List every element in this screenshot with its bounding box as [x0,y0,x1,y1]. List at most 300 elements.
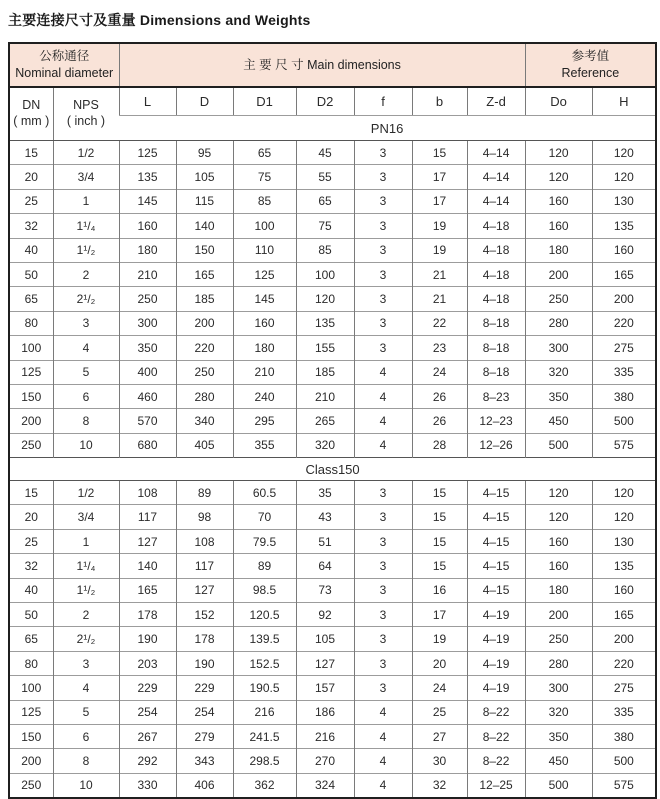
table-cell: 250 [525,287,592,311]
table-cell: 4 [354,749,412,773]
table-cell: 3/4 [53,165,119,189]
table-cell: 65 [9,627,53,651]
table-cell: 265 [296,409,354,433]
table-cell: 200 [176,311,233,335]
table-cell: 100 [9,676,53,700]
table-cell: 15 [412,481,467,505]
table-cell: 3 [354,238,412,262]
table-cell: 160 [525,529,592,553]
table-cell: 19 [412,214,467,238]
table-cell: 295 [233,409,296,433]
table-cell: 450 [525,749,592,773]
table-cell: 130 [592,529,656,553]
table-row [9,505,656,529]
table-cell: 4–19 [467,603,525,627]
table-cell: 21 [412,287,467,311]
col-header-nps-unit-label: NPS [73,98,99,113]
col-header-H: H [592,87,656,116]
table-row [9,165,656,189]
col-header-dn [9,87,53,141]
table-cell: 180 [233,336,296,360]
header-reference-zh: 参考值 [571,49,610,64]
table-cell: 3 [354,578,412,602]
table-cell: 3 [354,214,412,238]
table-cell: 180 [525,578,592,602]
table-row [9,287,656,311]
table-cell: 160 [525,189,592,213]
header-reference [525,43,656,87]
table-cell: 32 [412,773,467,798]
table-cell: 165 [176,262,233,286]
table-cell: 125 [9,700,53,724]
col-header-nps [53,87,119,141]
table-cell: 3 [354,165,412,189]
table-cell: 25 [412,700,467,724]
table-cell: 117 [119,505,176,529]
table-cell: 240 [233,384,296,408]
table-cell: 120 [525,141,592,165]
table-group-header-row [9,43,656,87]
table-cell: 100 [233,214,296,238]
table-cell: 108 [176,529,233,553]
table-cell: 575 [592,773,656,798]
table-cell: 40 [9,238,53,262]
table-cell: 355 [233,433,296,457]
table-cell: 3 [53,311,119,335]
table-row [9,676,656,700]
table-cell: 405 [176,433,233,457]
table-cell: 350 [525,724,592,748]
table-cell: 4–15 [467,554,525,578]
table-cell: 335 [592,700,656,724]
table-cell: 79.5 [233,529,296,553]
table-cell: 350 [525,384,592,408]
table-cell: 140 [119,554,176,578]
table-row [9,724,656,748]
table-cell: 64 [296,554,354,578]
table-cell: 92 [296,603,354,627]
header-nominal-diameter-en: Nominal diameter [15,66,114,80]
table-cell: 200 [592,287,656,311]
table-cell: 279 [176,724,233,748]
table-cell: 85 [233,189,296,213]
table-cell: 120.5 [233,603,296,627]
table-row [9,409,656,433]
table-cell: 140 [176,214,233,238]
table-cell: 343 [176,749,233,773]
table-cell: 300 [525,336,592,360]
table-cell: 460 [119,384,176,408]
table-cell: 89 [176,481,233,505]
table-cell: 350 [119,336,176,360]
table-cell: 8–18 [467,360,525,384]
table-cell: 3 [354,529,412,553]
table-cell: 400 [119,360,176,384]
table-cell: 3 [354,141,412,165]
dimensions-table [8,42,657,799]
table-cell: 3 [354,481,412,505]
table-cell: 275 [592,336,656,360]
table-cell: 3 [354,189,412,213]
table-cell: 220 [592,651,656,675]
table-cell: 190 [176,651,233,675]
table-cell: 55 [296,165,354,189]
table-cell: 250 [9,433,53,457]
table-cell: 155 [296,336,354,360]
table-cell: 8–18 [467,336,525,360]
col-header-Do: Do [525,87,592,116]
table-cell: 127 [176,578,233,602]
table-cell: 165 [592,603,656,627]
table-cell: 3 [354,505,412,529]
table-cell: 250 [119,287,176,311]
table-cell: 680 [119,433,176,457]
table-cell: 65 [233,141,296,165]
col-header-D: D [176,87,233,116]
col-header-f: f [354,87,412,116]
table-cell: 3 [354,603,412,627]
table-cell: 12–25 [467,773,525,798]
table-cell: 4 [354,409,412,433]
table-cell: 5 [53,700,119,724]
col-header-dn-unit: ( mm ) [13,114,50,128]
table-cell: 32 [9,554,53,578]
table-cell: 200 [525,262,592,286]
table-cell: 4–18 [467,262,525,286]
table-cell: 8–22 [467,700,525,724]
table-cell: 15 [412,141,467,165]
table-cell: 152 [176,603,233,627]
table-cell: 120 [592,481,656,505]
table-cell: 139.5 [233,627,296,651]
table-cell: 3 [354,651,412,675]
table-cell: 185 [296,360,354,384]
table-cell: 3 [354,287,412,311]
table-cell: 17 [412,165,467,189]
table-cell: 250 [9,773,53,798]
table-cell: 250 [525,627,592,651]
table-cell: 3 [354,336,412,360]
table-cell: 6 [53,384,119,408]
table-cell: 40 [9,578,53,602]
table-cell: 125 [9,360,53,384]
table-cell: 4 [354,384,412,408]
table-cell: 95 [176,141,233,165]
table-cell: 280 [525,311,592,335]
table-cell: 24 [412,360,467,384]
table-cell: 150 [9,724,53,748]
table-cell: 10 [53,433,119,457]
table-cell: 210 [233,360,296,384]
table-cell: 19 [412,627,467,651]
table-cell: 17 [412,189,467,213]
table-cell: 575 [592,433,656,457]
table-cell: 120 [525,165,592,189]
table-row [9,141,656,165]
table-cell: 2 [53,262,119,286]
table-cell: 4 [354,724,412,748]
table-cell: 270 [296,749,354,773]
col-header-D2: D2 [296,87,354,116]
table-cell: 241.5 [233,724,296,748]
table-cell: 17 [412,603,467,627]
table-cell: 324 [296,773,354,798]
table-cell: 4–18 [467,214,525,238]
table-cell: 254 [119,700,176,724]
table-cell: 280 [176,384,233,408]
table-cell: 20 [412,651,467,675]
table-cell: 2¹/₂ [53,287,119,311]
table-cell: 120 [296,287,354,311]
table-cell: 150 [9,384,53,408]
table-cell: 10 [53,773,119,798]
table-cell: 50 [9,603,53,627]
table-cell: 65 [9,287,53,311]
table-cell: 135 [296,311,354,335]
table-cell: 220 [176,336,233,360]
table-cell: 120 [592,141,656,165]
table-cell: 380 [592,384,656,408]
table-cell: 330 [119,773,176,798]
table-cell: 70 [233,505,296,529]
table-cell: 200 [9,409,53,433]
table-cell: 4 [354,360,412,384]
table-column-header-row [9,87,656,116]
table-cell: 19 [412,238,467,262]
table-cell: 80 [9,651,53,675]
table-cell: 160 [592,578,656,602]
table-cell: 110 [233,238,296,262]
table-cell: 190.5 [233,676,296,700]
table-cell: 300 [525,676,592,700]
table-cell: 3 [354,311,412,335]
table-cell: 362 [233,773,296,798]
table-cell: 130 [592,189,656,213]
table-cell: 73 [296,578,354,602]
table-cell: 4–15 [467,529,525,553]
table-row [9,189,656,213]
table-cell: 26 [412,384,467,408]
table-cell: 43 [296,505,354,529]
table-cell: 5 [53,360,119,384]
table-cell: 120 [525,505,592,529]
table-cell: 3 [354,627,412,651]
table-cell: 220 [592,311,656,335]
table-cell: 160 [592,238,656,262]
table-cell: 25 [9,529,53,553]
table-cell: 190 [119,627,176,651]
table-cell: 24 [412,676,467,700]
col-header-dn-unit-label: DN [22,98,41,113]
table-cell: 16 [412,578,467,602]
table-cell: 200 [592,627,656,651]
header-main-dimensions: 主 要 尺 寸 Main dimensions [119,43,525,87]
table-cell: 8–18 [467,311,525,335]
table-cell: 125 [119,141,176,165]
table-cell: 2¹/₂ [53,627,119,651]
table-cell: 85 [296,238,354,262]
table-cell: 4 [53,676,119,700]
table-cell: 8 [53,749,119,773]
table-cell: 500 [525,773,592,798]
table-cell: 298.5 [233,749,296,773]
table-cell: 25 [9,189,53,213]
table-row [9,578,656,602]
table-cell: 320 [296,433,354,457]
table-cell: 4 [354,700,412,724]
table-cell: 4 [354,433,412,457]
col-header-Zd: Z-d [467,87,525,116]
table-cell: 100 [9,336,53,360]
table-cell: 22 [412,311,467,335]
table-cell: 20 [9,505,53,529]
table-cell: 127 [296,651,354,675]
table-row [9,214,656,238]
section-band-class150: Class150 [9,458,656,481]
section-band-row-class150 [9,458,656,481]
table-cell: 60.5 [233,481,296,505]
table-cell: 145 [119,189,176,213]
table-cell: 157 [296,676,354,700]
table-body [9,141,656,799]
table-cell: 4 [354,773,412,798]
table-row [9,529,656,553]
table-row [9,433,656,457]
table-cell: 4 [53,336,119,360]
table-cell: 185 [176,287,233,311]
table-cell: 3/4 [53,505,119,529]
table-cell: 135 [592,554,656,578]
table-cell: 210 [119,262,176,286]
table-cell: 4–15 [467,578,525,602]
table-cell: 4–14 [467,141,525,165]
table-cell: 80 [9,311,53,335]
table-cell: 165 [119,578,176,602]
table-cell: 250 [176,360,233,384]
table-row [9,651,656,675]
table-cell: 4–19 [467,676,525,700]
table-cell: 12–26 [467,433,525,457]
table-row [9,384,656,408]
table-cell: 186 [296,700,354,724]
table-cell: 1 [53,189,119,213]
table-cell: 3 [53,651,119,675]
table-cell: 150 [176,238,233,262]
table-cell: 178 [119,603,176,627]
table-cell: 45 [296,141,354,165]
table-cell: 51 [296,529,354,553]
table-cell: 35 [296,481,354,505]
col-header-nps-unit: ( inch ) [66,114,106,128]
table-cell: 8–22 [467,724,525,748]
table-cell: 120 [592,165,656,189]
table-cell: 3 [354,676,412,700]
table-cell: 120 [525,481,592,505]
table-cell: 100 [296,262,354,286]
table-cell: 12–23 [467,409,525,433]
table-cell: 180 [525,238,592,262]
table-cell: 500 [525,433,592,457]
table-cell: 26 [412,409,467,433]
header-nominal-diameter [9,43,119,87]
table-cell: 89 [233,554,296,578]
table-cell: 135 [119,165,176,189]
table-cell: 3 [354,554,412,578]
table-cell: 127 [119,529,176,553]
table-cell: 108 [119,481,176,505]
table-cell: 4–14 [467,165,525,189]
table-cell: 300 [119,311,176,335]
table-cell: 30 [412,749,467,773]
table-cell: 2 [53,603,119,627]
table-row [9,311,656,335]
table-cell: 160 [525,214,592,238]
table-cell: 254 [176,700,233,724]
table-cell: 8 [53,409,119,433]
table-cell: 570 [119,409,176,433]
table-cell: 335 [592,360,656,384]
table-row [9,554,656,578]
table-cell: 267 [119,724,176,748]
table-cell: 380 [592,724,656,748]
table-row [9,749,656,773]
table-cell: 117 [176,554,233,578]
table-cell: 98 [176,505,233,529]
table-cell: 135 [592,214,656,238]
table-cell: 500 [592,409,656,433]
table-row [9,262,656,286]
table-cell: 160 [233,311,296,335]
table-cell: 1/2 [53,141,119,165]
table-row [9,603,656,627]
table-cell: 292 [119,749,176,773]
table-cell: 320 [525,360,592,384]
col-header-D1: D1 [233,87,296,116]
table-cell: 3 [354,262,412,286]
table-cell: 152.5 [233,651,296,675]
table-cell: 280 [525,651,592,675]
table-row [9,360,656,384]
table-cell: 4–15 [467,505,525,529]
table-cell: 15 [412,554,467,578]
table-row [9,336,656,360]
table-cell: 8–23 [467,384,525,408]
section-band-pn16: PN16 [119,116,656,141]
table-row [9,773,656,798]
table-cell: 4–18 [467,287,525,311]
page-title: 主要连接尺寸及重量 Dimensions and Weights [8,12,311,28]
table-cell: 145 [233,287,296,311]
table-cell: 15 [412,505,467,529]
table-cell: 23 [412,336,467,360]
table-cell: 65 [296,189,354,213]
col-header-b: b [412,87,467,116]
table-cell: 115 [176,189,233,213]
table-cell: 216 [233,700,296,724]
table-cell: 180 [119,238,176,262]
table-cell: 75 [233,165,296,189]
table-cell: 203 [119,651,176,675]
table-cell: 1¹/₂ [53,578,119,602]
table-cell: 320 [525,700,592,724]
table-cell: 105 [296,627,354,651]
table-cell: 20 [9,165,53,189]
table-cell: 32 [9,214,53,238]
table-cell: 4–19 [467,651,525,675]
table-cell: 120 [592,505,656,529]
table-row [9,627,656,651]
table-cell: 406 [176,773,233,798]
